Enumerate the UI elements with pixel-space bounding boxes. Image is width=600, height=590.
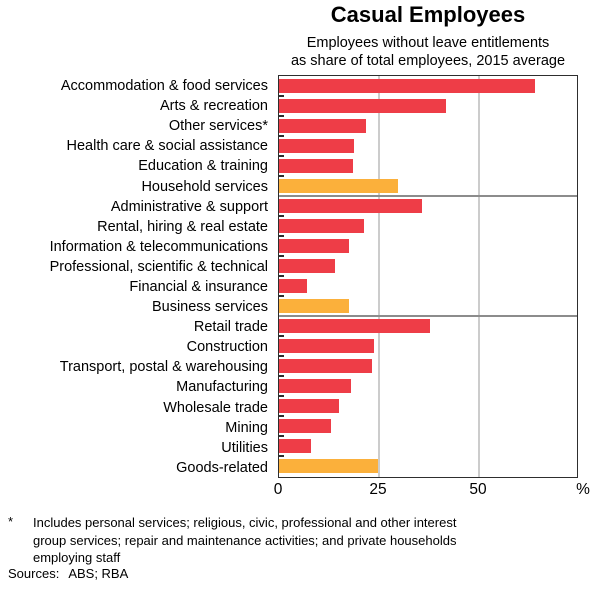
chart-title: Casual Employees <box>330 2 526 27</box>
y-axis-tick <box>279 135 284 137</box>
y-axis-tick <box>279 115 284 117</box>
x-tick-label: 0 <box>273 481 283 498</box>
category-label: Information & telecommunications <box>49 238 268 255</box>
y-axis-tick <box>279 435 284 437</box>
y-axis-tick <box>279 295 284 297</box>
bar <box>279 179 398 193</box>
bar <box>279 259 335 273</box>
category-label: Transport, postal & warehousing <box>59 359 268 376</box>
footnote-text <box>33 514 456 567</box>
bar <box>279 339 374 353</box>
bar <box>279 79 535 93</box>
y-axis-tick <box>279 235 284 237</box>
footnote-marker: * <box>8 514 14 529</box>
y-axis-tick <box>279 215 284 217</box>
bar-row <box>279 256 577 276</box>
chart-subtitle-line1: Employees without leave entitlements <box>306 35 550 51</box>
y-axis-tick <box>279 335 284 337</box>
bar <box>279 279 307 293</box>
bar <box>279 299 349 313</box>
panel-divider <box>279 315 577 317</box>
y-axis-tick <box>279 95 284 97</box>
bar <box>279 139 354 153</box>
footnote-line: Includes personal services; religious, civic, professional and other interest <box>33 515 457 530</box>
bar-row <box>279 296 577 316</box>
bar-row <box>279 236 577 256</box>
bar <box>279 199 422 213</box>
y-axis-tick <box>279 455 284 457</box>
category-label: Manufacturing <box>176 379 268 396</box>
bar-row <box>279 176 577 196</box>
category-label: Business services <box>151 299 268 316</box>
bar <box>279 319 430 333</box>
y-axis-tick <box>279 155 284 157</box>
category-label: Goods-related <box>176 459 268 476</box>
category-label: Professional, scientific & technical <box>49 258 268 275</box>
bar-row <box>279 436 577 456</box>
chart-subtitle-line2: as share of total employees, 2015 average <box>290 53 566 69</box>
bar-row <box>279 216 577 236</box>
bar-row <box>279 416 577 436</box>
category-label: Retail trade <box>193 319 268 336</box>
panel-divider <box>279 195 577 197</box>
category-label: Household services <box>141 178 268 195</box>
bar-row <box>279 336 577 356</box>
y-axis-tick <box>279 375 284 377</box>
y-axis-tick <box>279 275 284 277</box>
category-label: Education & training <box>138 158 268 175</box>
bar <box>279 99 446 113</box>
bar-row <box>279 76 577 96</box>
bar-row <box>279 316 577 336</box>
category-label: Arts & recreation <box>160 98 268 115</box>
bar <box>279 119 366 133</box>
bar-row <box>279 156 577 176</box>
category-label: Rental, hiring & real estate <box>97 218 268 235</box>
footnote-line: group services; repair and maintenance activities; and private households <box>33 532 457 548</box>
bar <box>279 379 351 393</box>
sources-value: ABS; RBA <box>68 566 129 581</box>
bar <box>279 159 353 173</box>
category-label: Other services* <box>168 118 268 135</box>
plot-area <box>278 75 578 478</box>
bar-row <box>279 276 577 296</box>
x-tick-label: 50 <box>469 481 487 498</box>
category-label: Construction <box>186 339 268 356</box>
category-label: Accommodation & food services <box>60 78 268 95</box>
bar <box>279 419 331 433</box>
y-axis-tick <box>279 395 284 397</box>
footnote-line: employing staff <box>33 550 121 565</box>
bar <box>279 459 378 473</box>
bar-row <box>279 116 577 136</box>
bar <box>279 239 349 253</box>
category-label: Utilities <box>221 439 268 456</box>
bar-row <box>279 96 577 116</box>
x-axis-unit-label: % <box>576 481 590 498</box>
category-axis-labels <box>0 76 272 478</box>
category-label: Financial & insurance <box>129 278 268 295</box>
category-label: Wholesale trade <box>163 399 268 416</box>
bar-row <box>279 396 577 416</box>
category-label: Health care & social assistance <box>66 138 268 155</box>
category-label: Administrative & support <box>110 198 268 215</box>
x-tick-label: 25 <box>369 481 387 498</box>
sources-label: Sources: <box>8 566 60 581</box>
y-axis-tick <box>279 175 284 177</box>
y-axis-tick <box>279 355 284 357</box>
bar-row <box>279 456 577 476</box>
bar-row <box>279 356 577 376</box>
bar <box>279 219 364 233</box>
bar <box>279 439 311 453</box>
y-axis-tick <box>279 255 284 257</box>
sources-note <box>8 566 128 581</box>
bar <box>279 359 372 373</box>
y-axis-tick <box>279 415 284 417</box>
bar-row <box>279 136 577 156</box>
bar-row <box>279 376 577 396</box>
bar-row <box>279 196 577 216</box>
category-label: Mining <box>225 419 268 436</box>
bar <box>279 399 339 413</box>
